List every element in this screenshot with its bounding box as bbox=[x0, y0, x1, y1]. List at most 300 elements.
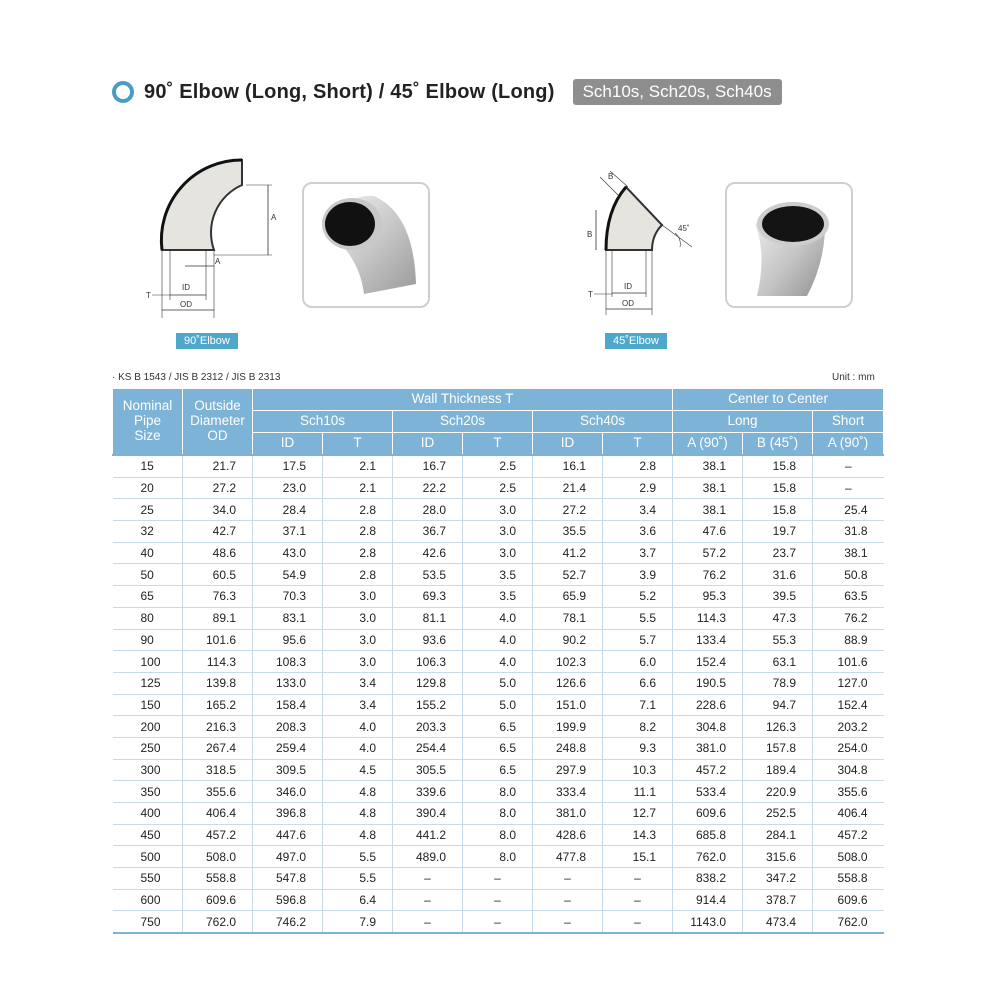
table-cell: 10.3 bbox=[603, 759, 673, 781]
header-sch20s-id: ID bbox=[393, 433, 463, 456]
table-cell: 38.1 bbox=[813, 542, 884, 564]
table-row bbox=[113, 607, 884, 629]
table-cell: 76.2 bbox=[673, 564, 743, 586]
header-sch20s-t: T bbox=[463, 433, 533, 456]
schedule-badge: Sch10s, Sch20s, Sch40s bbox=[573, 79, 782, 105]
table-cell: 16.7 bbox=[393, 455, 463, 477]
table-cell: 216.3 bbox=[183, 716, 253, 738]
table-cell: 3.4 bbox=[603, 499, 673, 521]
table-cell: 69.3 bbox=[393, 586, 463, 608]
header-short-a90: A (90˚) bbox=[813, 433, 884, 456]
table-cell: 95.3 bbox=[673, 586, 743, 608]
table-cell: 500 bbox=[113, 846, 183, 868]
table-cell: 550 bbox=[113, 868, 183, 890]
header-sch40s-id: ID bbox=[533, 433, 603, 456]
table-row bbox=[113, 542, 884, 564]
unit-note: Unit : mm bbox=[832, 372, 875, 383]
table-cell: 558.8 bbox=[813, 868, 884, 890]
table-cell: 47.6 bbox=[673, 521, 743, 543]
table-cell: 95.6 bbox=[253, 629, 323, 651]
table-cell: 347.2 bbox=[743, 868, 813, 890]
table-cell: 21.7 bbox=[183, 455, 253, 477]
table-cell: 19.7 bbox=[743, 521, 813, 543]
table-cell: 55.3 bbox=[743, 629, 813, 651]
table-cell: 23.0 bbox=[253, 477, 323, 499]
table-cell: 6.0 bbox=[603, 651, 673, 673]
elbow-90-image bbox=[304, 184, 428, 306]
table-cell: 4.5 bbox=[323, 759, 393, 781]
table-cell: 7.1 bbox=[603, 694, 673, 716]
table-cell: 108.3 bbox=[253, 651, 323, 673]
table-cell: 2.8 bbox=[323, 542, 393, 564]
table-cell: 38.1 bbox=[673, 455, 743, 477]
table-cell: 15.8 bbox=[743, 499, 813, 521]
table-cell: 200 bbox=[113, 716, 183, 738]
table-cell: – bbox=[533, 868, 603, 890]
table-cell: – bbox=[603, 889, 673, 911]
table-cell: 315.6 bbox=[743, 846, 813, 868]
table-cell: 65 bbox=[113, 586, 183, 608]
table-cell: 2.8 bbox=[323, 564, 393, 586]
title-row bbox=[112, 78, 782, 106]
table-cell: 4.0 bbox=[463, 651, 533, 673]
header-outside-line3: OD bbox=[207, 427, 228, 443]
table-cell: 203.3 bbox=[393, 716, 463, 738]
table-cell: 158.4 bbox=[253, 694, 323, 716]
table-cell: 600 bbox=[113, 889, 183, 911]
table-cell: 497.0 bbox=[253, 846, 323, 868]
table-row bbox=[113, 564, 884, 586]
table-cell: 5.7 bbox=[603, 629, 673, 651]
table-cell: 17.5 bbox=[253, 455, 323, 477]
header-long: Long bbox=[673, 411, 813, 433]
header-short: Short bbox=[813, 411, 884, 433]
table-cell: 126.3 bbox=[743, 716, 813, 738]
table-cell: 2.8 bbox=[323, 499, 393, 521]
elbow-45-drawing bbox=[580, 165, 705, 325]
table-cell: 284.1 bbox=[743, 824, 813, 846]
table-cell: 5.0 bbox=[463, 694, 533, 716]
elbow90-dim-t: T bbox=[146, 291, 151, 300]
table-cell: 304.8 bbox=[813, 759, 884, 781]
table-cell: 106.3 bbox=[393, 651, 463, 673]
table-cell: 3.5 bbox=[463, 564, 533, 586]
header-sch40s: Sch40s bbox=[533, 411, 673, 433]
table-cell: 441.2 bbox=[393, 824, 463, 846]
elbow-45-caption: 45˚Elbow bbox=[605, 333, 667, 349]
table-cell: 52.7 bbox=[533, 564, 603, 586]
table-cell: 220.9 bbox=[743, 781, 813, 803]
table-cell: 355.6 bbox=[813, 781, 884, 803]
table-cell: 390.4 bbox=[393, 803, 463, 825]
table-cell: – bbox=[463, 889, 533, 911]
table-cell: – bbox=[533, 911, 603, 933]
table-cell: 558.8 bbox=[183, 868, 253, 890]
elbow90-dim-od: OD bbox=[180, 300, 192, 309]
table-cell: 34.0 bbox=[183, 499, 253, 521]
table-cell: 126.6 bbox=[533, 672, 603, 694]
table-cell: 7.9 bbox=[323, 911, 393, 933]
table-cell: – bbox=[463, 911, 533, 933]
table-cell: – bbox=[813, 455, 884, 477]
table-row bbox=[113, 716, 884, 738]
header-sch20s: Sch20s bbox=[393, 411, 533, 433]
table-row bbox=[113, 737, 884, 759]
table-cell: 254.4 bbox=[393, 737, 463, 759]
table-cell: 2.9 bbox=[603, 477, 673, 499]
table-cell: 8.2 bbox=[603, 716, 673, 738]
table-cell: 35.5 bbox=[533, 521, 603, 543]
table-cell: 57.2 bbox=[673, 542, 743, 564]
dimension-table bbox=[112, 388, 884, 934]
table-cell: 473.4 bbox=[743, 911, 813, 933]
table-cell: 31.8 bbox=[813, 521, 884, 543]
standards-note: · KS B 1543 / JIS B 2312 / JIS B 2313 bbox=[112, 372, 281, 383]
table-cell: 101.6 bbox=[813, 651, 884, 673]
table-row bbox=[113, 781, 884, 803]
table-cell: 346.0 bbox=[253, 781, 323, 803]
table-cell: 76.3 bbox=[183, 586, 253, 608]
table-cell: 3.9 bbox=[603, 564, 673, 586]
table-cell: 199.9 bbox=[533, 716, 603, 738]
header-nominal-line2: Pipe bbox=[133, 413, 162, 429]
table-cell: 15.8 bbox=[743, 455, 813, 477]
elbow45-dim-b-top: B bbox=[608, 172, 614, 181]
table-cell: 28.4 bbox=[253, 499, 323, 521]
table-cell: 762.0 bbox=[183, 911, 253, 933]
header-wall-thickness: Wall Thickness T bbox=[253, 389, 673, 411]
table-cell: 165.2 bbox=[183, 694, 253, 716]
table-cell: 4.8 bbox=[323, 781, 393, 803]
table-cell: 70.3 bbox=[253, 586, 323, 608]
table-cell: – bbox=[463, 868, 533, 890]
header-center-to-center: Center to Center bbox=[673, 389, 884, 411]
elbow45-dim-od: OD bbox=[622, 299, 634, 308]
table-cell: 6.4 bbox=[323, 889, 393, 911]
elbow90-dim-a-horizontal: A bbox=[215, 257, 221, 266]
elbow45-dim-b-side: B bbox=[587, 230, 593, 239]
table-row bbox=[113, 499, 884, 521]
elbow45-dim-angle: 45˚ bbox=[678, 224, 690, 233]
table-cell: 508.0 bbox=[183, 846, 253, 868]
table-cell: 93.6 bbox=[393, 629, 463, 651]
table-cell: 3.0 bbox=[463, 542, 533, 564]
table-row bbox=[113, 521, 884, 543]
table-cell: 47.3 bbox=[743, 607, 813, 629]
table-body bbox=[113, 455, 884, 933]
table-row bbox=[113, 846, 884, 868]
table-cell: 8.0 bbox=[463, 781, 533, 803]
table-cell: 2.5 bbox=[463, 477, 533, 499]
table-cell: 396.8 bbox=[253, 803, 323, 825]
table-cell: 450 bbox=[113, 824, 183, 846]
table-cell: 508.0 bbox=[813, 846, 884, 868]
table-cell: 133.4 bbox=[673, 629, 743, 651]
table-cell: 248.8 bbox=[533, 737, 603, 759]
table-cell: 36.7 bbox=[393, 521, 463, 543]
table-cell: – bbox=[603, 911, 673, 933]
table-cell: – bbox=[393, 868, 463, 890]
table-cell: 78.1 bbox=[533, 607, 603, 629]
table-cell: 6.5 bbox=[463, 737, 533, 759]
table-cell: 489.0 bbox=[393, 846, 463, 868]
table-cell: 309.5 bbox=[253, 759, 323, 781]
table-cell: 25 bbox=[113, 499, 183, 521]
table-cell: 914.4 bbox=[673, 889, 743, 911]
table-cell: 155.2 bbox=[393, 694, 463, 716]
table-cell: 428.6 bbox=[533, 824, 603, 846]
table-cell: 5.5 bbox=[603, 607, 673, 629]
table-cell: 139.8 bbox=[183, 672, 253, 694]
table-row bbox=[113, 586, 884, 608]
table-cell: 5.2 bbox=[603, 586, 673, 608]
table-cell: 300 bbox=[113, 759, 183, 781]
table-cell: 457.2 bbox=[673, 759, 743, 781]
table-cell: 11.1 bbox=[603, 781, 673, 803]
table-cell: 150 bbox=[113, 694, 183, 716]
table-cell: 90 bbox=[113, 629, 183, 651]
table-cell: 31.6 bbox=[743, 564, 813, 586]
table-cell: 15.8 bbox=[743, 477, 813, 499]
table-cell: 4.0 bbox=[323, 737, 393, 759]
table-row bbox=[113, 477, 884, 499]
elbow45-dim-t: T bbox=[588, 290, 593, 299]
table-cell: 133.0 bbox=[253, 672, 323, 694]
header-sch10s-id: ID bbox=[253, 433, 323, 456]
table-cell: 63.5 bbox=[813, 586, 884, 608]
table-cell: 2.1 bbox=[323, 455, 393, 477]
table-cell: 4.8 bbox=[323, 803, 393, 825]
table-cell: 406.4 bbox=[183, 803, 253, 825]
table-cell: 152.4 bbox=[673, 651, 743, 673]
table-cell: 3.7 bbox=[603, 542, 673, 564]
table-cell: 3.0 bbox=[463, 521, 533, 543]
table-cell: 477.8 bbox=[533, 846, 603, 868]
table-cell: 125 bbox=[113, 672, 183, 694]
table-cell: 37.1 bbox=[253, 521, 323, 543]
header-outside-diameter bbox=[183, 389, 253, 456]
table-cell: 746.2 bbox=[253, 911, 323, 933]
elbow90-dim-id: ID bbox=[182, 283, 190, 292]
table-cell: 38.1 bbox=[673, 477, 743, 499]
table-cell: 94.7 bbox=[743, 694, 813, 716]
table-row bbox=[113, 759, 884, 781]
table-cell: 838.2 bbox=[673, 868, 743, 890]
table-cell: 23.7 bbox=[743, 542, 813, 564]
table-cell: 4.0 bbox=[463, 629, 533, 651]
table-cell: 547.8 bbox=[253, 868, 323, 890]
table-cell: 750 bbox=[113, 911, 183, 933]
header-nominal-pipe-size bbox=[113, 389, 183, 456]
table-cell: 3.0 bbox=[463, 499, 533, 521]
table-cell: 8.0 bbox=[463, 803, 533, 825]
table-cell: 203.2 bbox=[813, 716, 884, 738]
table-cell: – bbox=[813, 477, 884, 499]
table-cell: 89.1 bbox=[183, 607, 253, 629]
table-cell: 15.1 bbox=[603, 846, 673, 868]
table-cell: 2.1 bbox=[323, 477, 393, 499]
table-cell: 304.8 bbox=[673, 716, 743, 738]
page-title: 90˚ Elbow (Long, Short) / 45˚ Elbow (Long) bbox=[144, 80, 555, 103]
table-cell: 5.0 bbox=[463, 672, 533, 694]
table-cell: 100 bbox=[113, 651, 183, 673]
table-cell: 2.8 bbox=[323, 521, 393, 543]
elbow-45-image bbox=[727, 184, 851, 306]
table-cell: 5.5 bbox=[323, 846, 393, 868]
table-cell: 447.6 bbox=[253, 824, 323, 846]
table-cell: 457.2 bbox=[183, 824, 253, 846]
table-cell: 250 bbox=[113, 737, 183, 759]
header-long-b45: B (45˚) bbox=[743, 433, 813, 456]
elbow90-dim-a-vertical: A bbox=[271, 213, 277, 222]
table-cell: 2.8 bbox=[603, 455, 673, 477]
table-cell: 533.4 bbox=[673, 781, 743, 803]
table-cell: 8.0 bbox=[463, 824, 533, 846]
table-row bbox=[113, 672, 884, 694]
table-cell: 378.7 bbox=[743, 889, 813, 911]
table-cell: 3.0 bbox=[323, 586, 393, 608]
table-cell: 21.4 bbox=[533, 477, 603, 499]
table-cell: 3.4 bbox=[323, 672, 393, 694]
table-cell: 252.5 bbox=[743, 803, 813, 825]
table-row bbox=[113, 889, 884, 911]
header-outside-line1: Outside bbox=[194, 398, 241, 414]
table-cell: 9.3 bbox=[603, 737, 673, 759]
table-cell: 685.8 bbox=[673, 824, 743, 846]
table-cell: 208.3 bbox=[253, 716, 323, 738]
table-row bbox=[113, 803, 884, 825]
table-cell: 129.8 bbox=[393, 672, 463, 694]
table-cell: 42.6 bbox=[393, 542, 463, 564]
table-cell: 50 bbox=[113, 564, 183, 586]
table-cell: 333.4 bbox=[533, 781, 603, 803]
table-cell: 27.2 bbox=[183, 477, 253, 499]
table-row bbox=[113, 911, 884, 933]
table-cell: 190.5 bbox=[673, 672, 743, 694]
table-cell: 609.6 bbox=[183, 889, 253, 911]
table-cell: 151.0 bbox=[533, 694, 603, 716]
table-cell: 54.9 bbox=[253, 564, 323, 586]
table-cell: – bbox=[603, 868, 673, 890]
header-outside-line2: Diameter bbox=[190, 413, 245, 429]
header-sch10s-t: T bbox=[323, 433, 393, 456]
table-cell: 254.0 bbox=[813, 737, 884, 759]
table-cell: 22.2 bbox=[393, 477, 463, 499]
table-cell: 596.8 bbox=[253, 889, 323, 911]
table-cell: 48.6 bbox=[183, 542, 253, 564]
elbow-90-drawing bbox=[140, 150, 300, 325]
table-cell: 609.6 bbox=[673, 803, 743, 825]
table-cell: 15 bbox=[113, 455, 183, 477]
table-cell: 5.5 bbox=[323, 868, 393, 890]
table-cell: 50.8 bbox=[813, 564, 884, 586]
table-cell: 43.0 bbox=[253, 542, 323, 564]
table-cell: 63.1 bbox=[743, 651, 813, 673]
table-cell: 28.0 bbox=[393, 499, 463, 521]
table-cell: 297.9 bbox=[533, 759, 603, 781]
table-cell: 3.6 bbox=[603, 521, 673, 543]
table-cell: 83.1 bbox=[253, 607, 323, 629]
header-nominal-line1: Nominal bbox=[122, 398, 173, 414]
table-cell: 27.2 bbox=[533, 499, 603, 521]
table-row bbox=[113, 629, 884, 651]
table-cell: 381.0 bbox=[673, 737, 743, 759]
table-cell: 25.4 bbox=[813, 499, 884, 521]
table-cell: 90.2 bbox=[533, 629, 603, 651]
elbow-90-photo bbox=[302, 182, 430, 308]
table-cell: 762.0 bbox=[673, 846, 743, 868]
table-cell: 6.6 bbox=[603, 672, 673, 694]
table-cell: 3.0 bbox=[323, 651, 393, 673]
table-cell: 127.0 bbox=[813, 672, 884, 694]
table-cell: 406.4 bbox=[813, 803, 884, 825]
table-cell: 81.1 bbox=[393, 607, 463, 629]
table-cell: 228.6 bbox=[673, 694, 743, 716]
table-cell: 60.5 bbox=[183, 564, 253, 586]
table-cell: 3.0 bbox=[323, 629, 393, 651]
table-cell: – bbox=[393, 889, 463, 911]
table-cell: 16.1 bbox=[533, 455, 603, 477]
table-cell: 102.3 bbox=[533, 651, 603, 673]
header-sch40s-t: T bbox=[603, 433, 673, 456]
table-cell: 114.3 bbox=[673, 607, 743, 629]
table-cell: 189.4 bbox=[743, 759, 813, 781]
table-cell: 339.6 bbox=[393, 781, 463, 803]
table-cell: 400 bbox=[113, 803, 183, 825]
table-cell: 157.8 bbox=[743, 737, 813, 759]
table-cell: 78.9 bbox=[743, 672, 813, 694]
table-cell: 1143.0 bbox=[673, 911, 743, 933]
table-cell: 76.2 bbox=[813, 607, 884, 629]
header-sch10s: Sch10s bbox=[253, 411, 393, 433]
table-cell: 65.9 bbox=[533, 586, 603, 608]
table-cell: 32 bbox=[113, 521, 183, 543]
table-cell: 2.5 bbox=[463, 455, 533, 477]
table-cell: – bbox=[393, 911, 463, 933]
table-row bbox=[113, 651, 884, 673]
table-cell: 6.5 bbox=[463, 716, 533, 738]
table-cell: 39.5 bbox=[743, 586, 813, 608]
table-cell: 457.2 bbox=[813, 824, 884, 846]
table-cell: 318.5 bbox=[183, 759, 253, 781]
table-cell: 381.0 bbox=[533, 803, 603, 825]
elbow45-dim-id: ID bbox=[624, 282, 632, 291]
table-row bbox=[113, 694, 884, 716]
table-row bbox=[113, 455, 884, 477]
table-cell: 4.8 bbox=[323, 824, 393, 846]
table-cell: 8.0 bbox=[463, 846, 533, 868]
table-cell: 42.7 bbox=[183, 521, 253, 543]
table-cell: 41.2 bbox=[533, 542, 603, 564]
header-nominal-line3: Size bbox=[134, 427, 161, 443]
bullet-circle-icon bbox=[112, 81, 134, 103]
table-cell: 12.7 bbox=[603, 803, 673, 825]
elbow-45-photo bbox=[725, 182, 853, 308]
table-cell: 80 bbox=[113, 607, 183, 629]
header-long-a90: A (90˚) bbox=[673, 433, 743, 456]
table-cell: 20 bbox=[113, 477, 183, 499]
table-cell: – bbox=[533, 889, 603, 911]
table-cell: 609.6 bbox=[813, 889, 884, 911]
table-cell: 14.3 bbox=[603, 824, 673, 846]
table-cell: 350 bbox=[113, 781, 183, 803]
table-row bbox=[113, 868, 884, 890]
table-cell: 40 bbox=[113, 542, 183, 564]
table-cell: 6.5 bbox=[463, 759, 533, 781]
table-cell: 88.9 bbox=[813, 629, 884, 651]
table-cell: 3.4 bbox=[323, 694, 393, 716]
table-cell: 4.0 bbox=[463, 607, 533, 629]
